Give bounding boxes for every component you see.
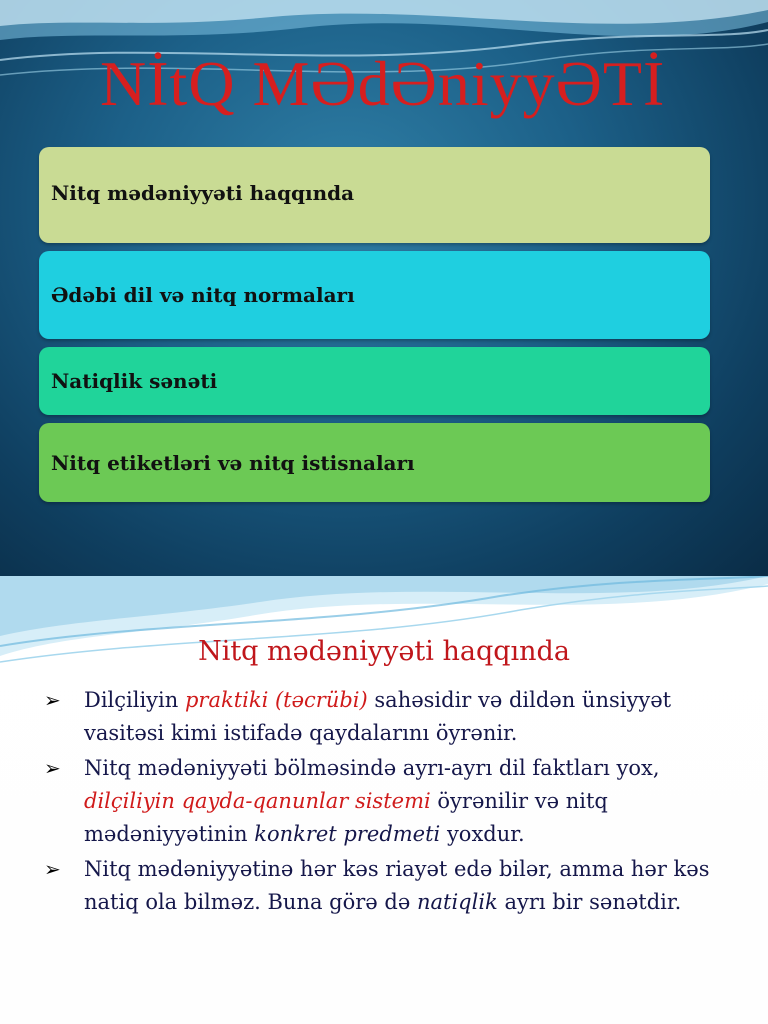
menu-item-label: Ədəbi dil və nitq normaları [51,283,355,307]
list-item [44,853,744,919]
slide-title: NİtQ MƏdƏniyyƏTİ [100,48,666,119]
bullet-emphasis: natiqlik [416,890,498,914]
bullet-emphasis: konkret predmeti [254,822,441,846]
arrow-bullet-icon: ➢ [44,756,61,780]
bullet-text: ayrı bir sənətdir. [497,890,682,914]
bullet-emphasis: praktiki (təcrübi) [184,688,368,712]
menu-item-nitq-etiketleri[interactable] [39,423,710,502]
bullet-text: yoxdur. [440,822,525,846]
arrow-bullet-icon: ➢ [44,688,61,712]
slide-content [0,576,768,1024]
bullet-text: Nitq mədəniyyəti bölməsində ayrı-ayrı dil faktları yox, [84,756,660,780]
menu-item-nitq-medeniyyeti[interactable] [39,147,710,243]
menu-item-label: Nitq mədəniyyəti haqqında [51,181,355,205]
bullet-list [44,684,744,921]
list-item [44,684,744,750]
slide-heading: Nitq mədəniyyəti haqqında [198,636,570,667]
arrow-bullet-icon: ➢ [44,857,61,881]
bullet-text: Nitq mədəniyyətinə hər kəs riayət edə bilər, amma hər kəs natiq ola bilməz. Buna görə də [84,857,710,914]
menu-item-natiqlik[interactable] [39,347,710,415]
bullet-text: öyrənilir və nitq mədəniyyətinin [84,789,608,846]
bullet-text: sahəsidir və dildən ünsiyyət vasitəsi kimi istifadə qaydalarını öyrənir. [84,688,672,745]
bullet-emphasis: dilçiliyin qayda-qanunlar sistemi [84,789,431,813]
menu-item-label: Nitq etiketləri və nitq istisnaları [51,450,415,475]
menu-item-edebi-dil[interactable] [39,251,710,339]
menu-item-label: Natiqlik sənəti [51,369,218,393]
bullet-text: Dilçiliyin [84,688,185,712]
list-item [44,752,744,851]
